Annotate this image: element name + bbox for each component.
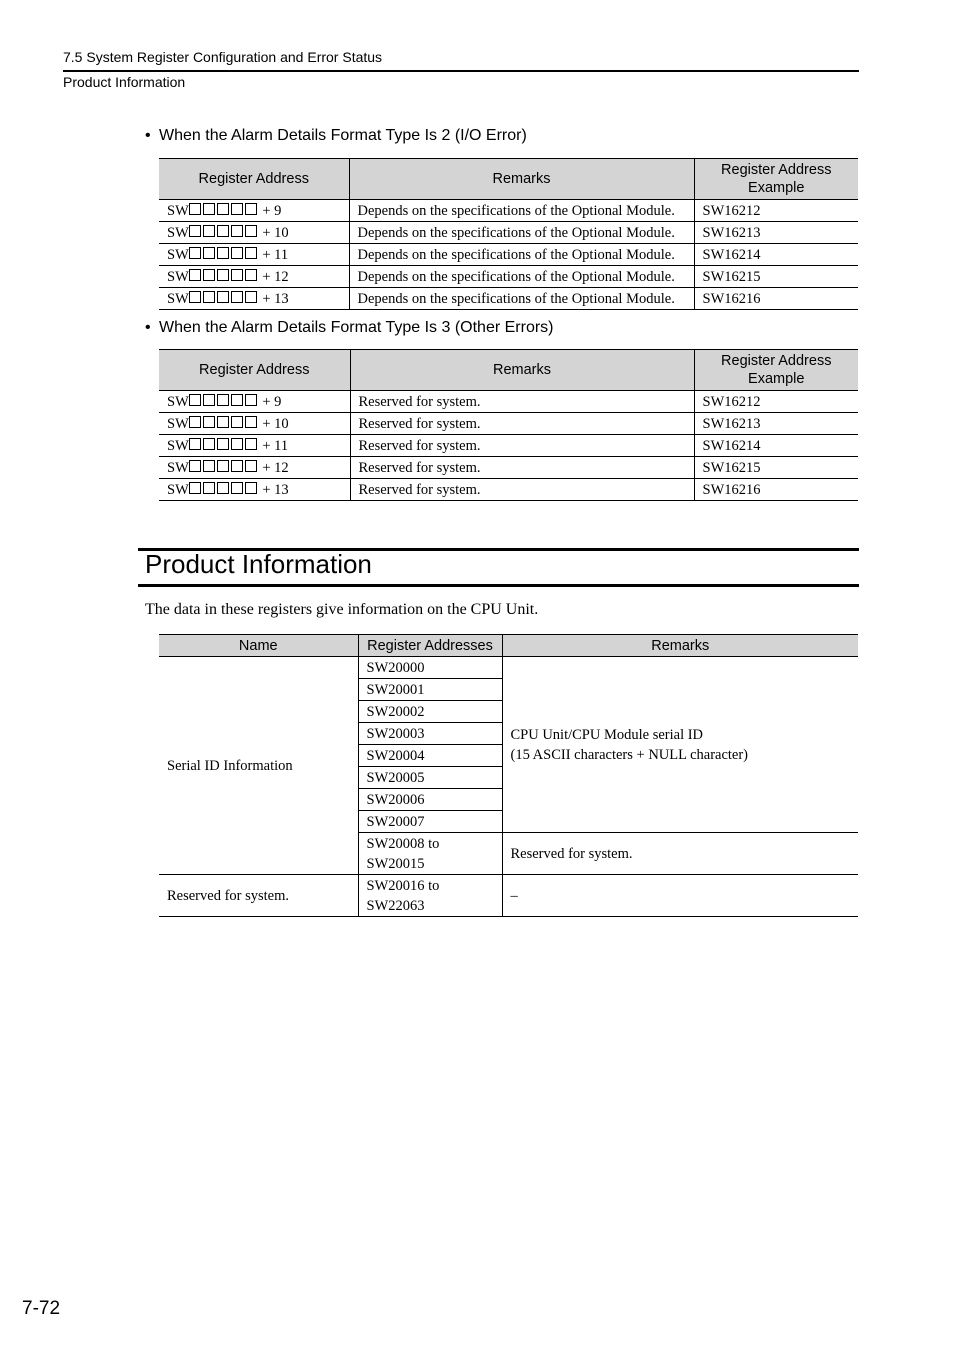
io-error-table	[159, 158, 858, 310]
col-register-address-example: Register Address Example	[694, 350, 858, 391]
other-errors-table	[159, 349, 858, 501]
table-header-row	[159, 350, 858, 391]
address-cell: SW20002	[358, 701, 502, 723]
table-row	[159, 875, 858, 917]
register-address-cell: SW + 9	[159, 391, 350, 413]
section-title: Product Information	[145, 549, 372, 579]
col-remarks: Remarks	[502, 635, 858, 657]
table-row	[159, 457, 858, 479]
remarks-cell: Reserved for system.	[350, 457, 694, 479]
example-cell: SW16214	[694, 244, 858, 266]
remarks-cell: Reserved for system.	[350, 413, 694, 435]
example-cell: SW16214	[694, 435, 858, 457]
bullet-icon: •	[145, 127, 151, 144]
remarks-cell: Reserved for system.	[350, 435, 694, 457]
address-cell: SW20001	[358, 679, 502, 701]
table-row	[159, 200, 858, 222]
table-row	[159, 435, 858, 457]
io-error-bullet	[145, 127, 527, 145]
bullet-icon: •	[145, 319, 151, 336]
serial-id-remarks-cell: CPU Unit/CPU Module serial ID (15 ASCII characters + NULL character)	[502, 657, 858, 833]
col-remarks: Remarks	[349, 159, 694, 200]
register-address-cell: SW + 9	[159, 200, 349, 222]
table-row	[159, 413, 858, 435]
remarks-cell: Depends on the specifications of the Optional Module.	[349, 244, 694, 266]
table-row	[159, 657, 858, 679]
remarks-cell: Depends on the specifications of the Optional Module.	[349, 266, 694, 288]
address-cell: SW20005	[358, 767, 502, 789]
register-address-cell: SW + 13	[159, 479, 350, 501]
register-address-cell: SW + 11	[159, 244, 349, 266]
running-header-subsection: Product Information	[63, 74, 186, 90]
table-row	[159, 479, 858, 501]
table-row	[159, 244, 858, 266]
address-range-cell: SW20016 to SW22063	[358, 875, 502, 917]
register-address-cell: SW + 13	[159, 288, 349, 310]
product-information-table	[159, 634, 858, 917]
example-cell: SW16213	[694, 222, 858, 244]
other-errors-bullet	[145, 319, 554, 337]
reserved-remarks-cell: Reserved for system.	[502, 833, 858, 875]
example-cell: SW16215	[694, 457, 858, 479]
header-rule	[63, 70, 859, 72]
address-cell: SW20004	[358, 745, 502, 767]
remarks-cell: Depends on the specifications of the Optional Module.	[349, 222, 694, 244]
example-cell: SW16212	[694, 391, 858, 413]
col-register-address: Register Address	[159, 350, 350, 391]
example-cell: SW16216	[694, 288, 858, 310]
page-number: 7-72	[22, 1298, 61, 1319]
table-header-row	[159, 159, 858, 200]
table-row	[159, 266, 858, 288]
col-register-addresses: Register Addresses	[358, 635, 502, 657]
register-address-cell: SW + 10	[159, 413, 350, 435]
col-name: Name	[159, 635, 358, 657]
address-cell: SW20003	[358, 723, 502, 745]
table-row	[159, 222, 858, 244]
example-cell: SW16212	[694, 200, 858, 222]
other-errors-bullet-text: When the Alarm Details Format Type Is 3 (Other Errors)	[159, 319, 554, 336]
reserved-remarks-cell: –	[502, 875, 858, 917]
remarks-cell: Depends on the specifications of the Optional Module.	[349, 288, 694, 310]
io-error-bullet-text: When the Alarm Details Format Type Is 2 (I/O Error)	[159, 127, 527, 144]
running-header-section: 7.5 System Register Configuration and Error Status	[63, 49, 383, 65]
table-row	[159, 391, 858, 413]
register-address-cell: SW + 11	[159, 435, 350, 457]
table-row	[159, 288, 858, 310]
address-cell: SW20007	[358, 811, 502, 833]
col-register-address: Register Address	[159, 159, 349, 200]
remarks-cell: Depends on the specifications of the Optional Module.	[349, 200, 694, 222]
example-cell: SW16215	[694, 266, 858, 288]
table-header-row	[159, 635, 858, 657]
register-address-cell: SW + 12	[159, 266, 349, 288]
remarks-cell: Reserved for system.	[350, 391, 694, 413]
col-register-address-example: Register Address Example	[694, 159, 858, 200]
address-cell: SW20000	[358, 657, 502, 679]
register-address-cell: SW + 10	[159, 222, 349, 244]
col-remarks: Remarks	[350, 350, 694, 391]
address-cell: SW20006	[358, 789, 502, 811]
section-rule-bottom	[138, 584, 859, 587]
example-cell: SW16213	[694, 413, 858, 435]
remarks-cell: Reserved for system.	[350, 479, 694, 501]
example-cell: SW16216	[694, 479, 858, 501]
section-intro: The data in these registers give information on the CPU Unit.	[145, 601, 539, 618]
address-range-cell: SW20008 to SW20015	[358, 833, 502, 875]
serial-id-name-cell: Serial ID Information	[159, 657, 358, 875]
register-address-cell: SW + 12	[159, 457, 350, 479]
reserved-name-cell: Reserved for system.	[159, 875, 358, 917]
